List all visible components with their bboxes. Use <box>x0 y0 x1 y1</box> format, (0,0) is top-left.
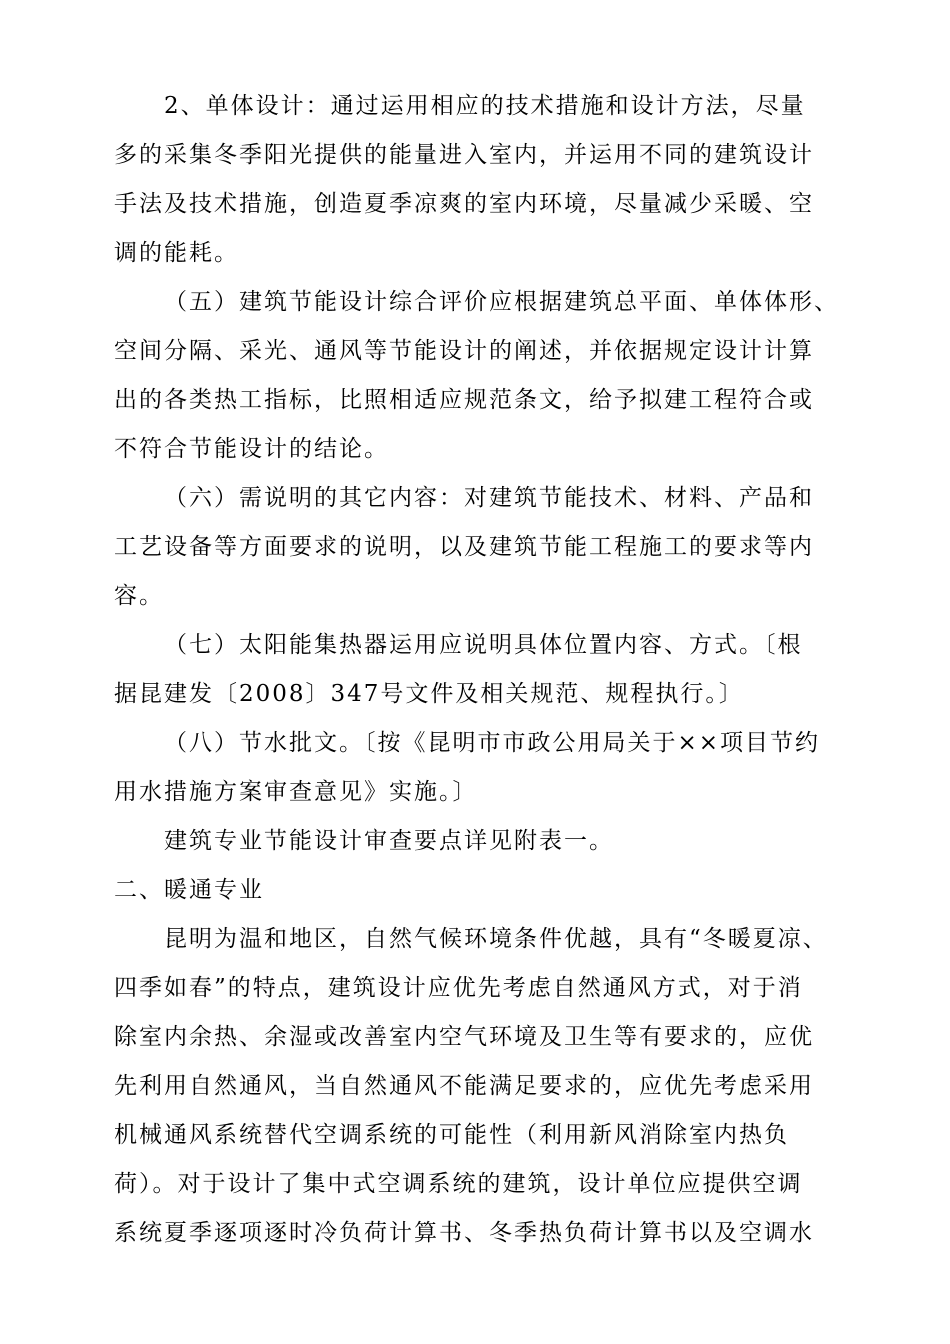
paragraph-line: 系统夏季逐项逐时冷负荷计算书、冬季热负荷计算书以及空调水 <box>114 1220 814 1246</box>
paragraph-line: （八）节水批文。〔按《昆明市市政公用局关于××项目节约 <box>164 730 821 756</box>
document-body <box>114 82 844 1258</box>
paragraph-line: 调的能耗。 <box>114 240 239 266</box>
paragraph-line: 空间分隔、采光、通风等节能设计的阐述，并依据规定设计计算 <box>114 338 814 364</box>
section-heading: 二、暖通专业 <box>114 877 264 903</box>
paragraph-line: 用水措施方案审查意见》实施。〕 <box>114 779 478 805</box>
paragraph-line: 四季如春”的特点，建筑设计应优先考虑自然通风方式，对于消 <box>114 975 803 1001</box>
paragraph-line: 手法及技术措施，创造夏季凉爽的室内环境，尽量减少采暖、空 <box>114 191 814 217</box>
paragraph-line: （六）需说明的其它内容：对建筑节能技术、材料、产品和 <box>164 485 814 511</box>
paragraph-line: 不符合节能设计的结论。 <box>114 436 389 462</box>
paragraph-line: 容。 <box>114 583 164 609</box>
paragraph-line: 先利用自然通风，当自然通风不能满足要求的，应优先考虑采用 <box>114 1073 814 1099</box>
paragraph-line: 工艺设备等方面要求的说明，以及建筑节能工程施工的要求等内 <box>114 534 814 560</box>
paragraph-line: 除室内余热、余湿或改善室内空气环境及卫生等有要求的，应优 <box>114 1024 814 1050</box>
paragraph-line: 机械通风系统替代空调系统的可能性（利用新风消除室内热负 <box>114 1122 789 1148</box>
paragraph-line: 出的各类热工指标，比照相适应规范条文，给予拟建工程符合或 <box>114 387 814 413</box>
paragraph-line: 多的采集冬季阳光提供的能量进入室内，并运用不同的建筑设计 <box>114 142 814 168</box>
paragraph-line: 昆明为温和地区，自然气候环境条件优越，具有“冬暖夏凉、 <box>164 926 828 952</box>
paragraph-line: 2、单体设计：通过运用相应的技术措施和设计方法，尽量 <box>164 93 806 119</box>
paragraph-line: （七）太阳能集热器运用应说明具体位置内容、方式。〔根 <box>164 632 803 658</box>
paragraph-line: 荷）。对于设计了集中式空调系统的建筑，设计单位应提供空调 <box>114 1171 803 1197</box>
paragraph-line: （五）建筑节能设计综合评价应根据建筑总平面、单体体形、 <box>164 289 839 315</box>
paragraph-line: 建筑专业节能设计审查要点详见附表一。 <box>164 828 614 854</box>
paragraph-line: 据昆建发〔2008〕347号文件及相关规范、规程执行。〕 <box>114 681 744 707</box>
